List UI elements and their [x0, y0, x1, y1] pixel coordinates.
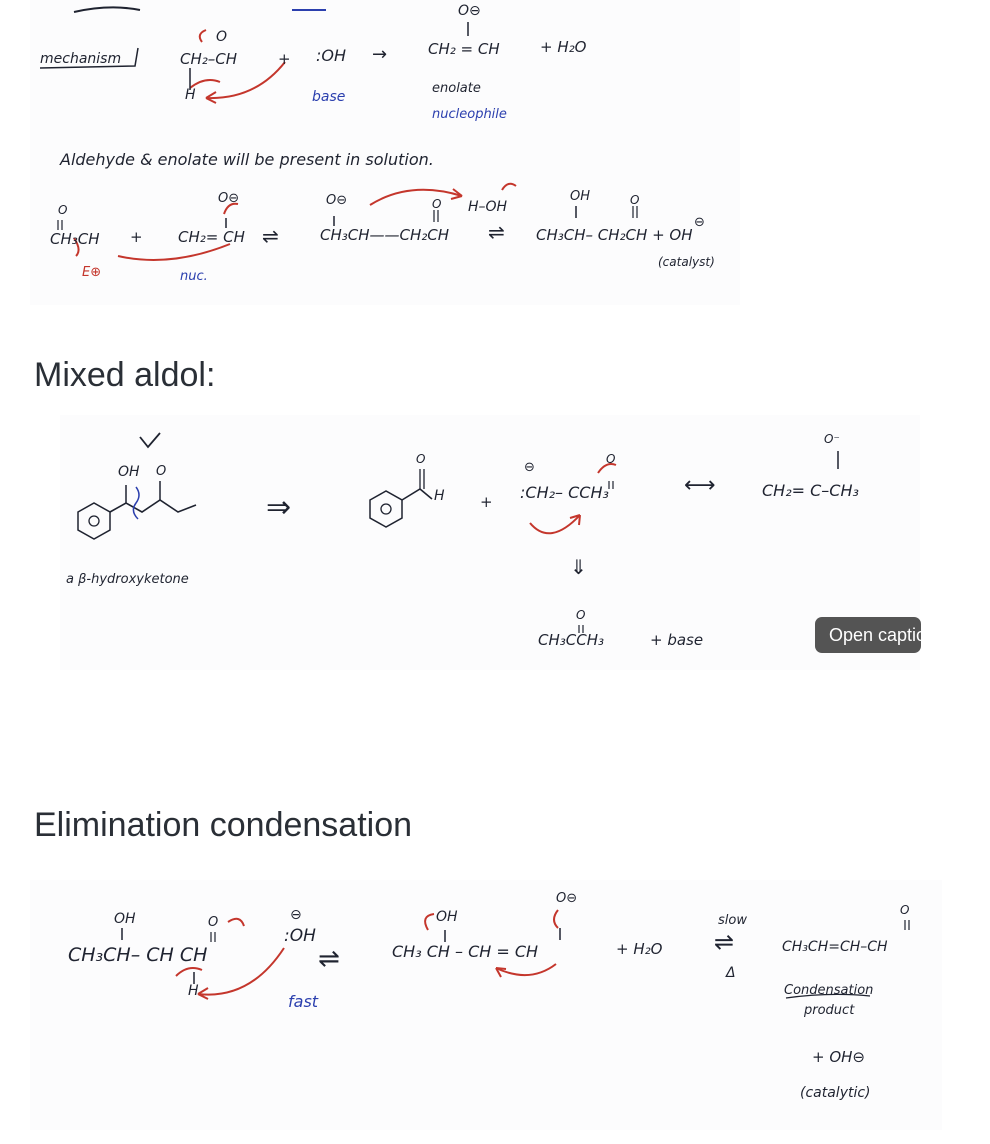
- aldol-reactant: CH₃CH– CH CH: [68, 944, 208, 966]
- open-captions-button[interactable]: Open captions: [815, 617, 921, 653]
- plus-sign-3: +: [480, 493, 493, 511]
- ketol-hydroxyl: OH: [118, 464, 140, 480]
- hydroxide-out: + OH⊖: [812, 1048, 865, 1066]
- product-note: product: [804, 1003, 855, 1018]
- equilibrium-down-arrow: ⇓: [570, 555, 587, 579]
- nucleophile-note: nucleophile: [432, 107, 507, 122]
- enolate-reactant: CH₂= CH: [178, 228, 245, 246]
- equilibrium-arrow-4: ⇌: [714, 928, 735, 956]
- mixed-aldol-heading: Mixed aldol:: [34, 356, 216, 394]
- reaction-arrow: →: [372, 44, 388, 65]
- mechanism-label: mechanism: [40, 51, 122, 67]
- plus-sign: +: [278, 50, 291, 68]
- elimination-panel: [30, 880, 942, 1130]
- intermediate-hydroxyl: OH: [436, 909, 458, 925]
- water-molecule: H–OH: [468, 199, 508, 215]
- benzaldehyde-hydrogen: H: [434, 488, 445, 504]
- enolate-intermediate: CH₃ CH – CH = CH: [392, 942, 539, 961]
- acetone-enolate: :CH₂– CCH₃: [520, 483, 609, 502]
- condensation-note: Condensation: [784, 983, 874, 998]
- hydroxide: :OH: [316, 46, 347, 65]
- enolate-product: CH₂ = CH: [428, 40, 500, 58]
- hydroxide-charge-2: ⊖: [290, 907, 302, 923]
- aldol-product: CH₃CH– CH₂CH + OH: [536, 226, 693, 244]
- reactant-hydroxyl: OH: [114, 911, 136, 927]
- aldehyde: CH₃CH: [50, 230, 100, 248]
- resonance-form: CH₂= C–CH₃: [762, 481, 859, 500]
- catalytic-note: (catalytic): [800, 1085, 871, 1101]
- reactant-oxygen: O: [216, 29, 228, 45]
- hydroxide-charge: ⊖: [694, 215, 705, 230]
- alkoxide-adduct: CH₃CH——CH₂CH: [320, 226, 450, 244]
- enolate-oxygen: O⊖: [458, 3, 481, 19]
- product-hydroxyl: OH: [570, 189, 591, 204]
- alpha-hydrogen-2: H: [188, 983, 199, 999]
- hydroxyketone-note: a β-hydroxyketone: [66, 572, 189, 587]
- acetone-oxygen: O: [576, 608, 586, 622]
- reactant-oxygen-2: O: [208, 915, 219, 930]
- nucleophile-charge: nuc.: [180, 269, 208, 284]
- benzaldehyde-oxygen: O: [416, 452, 426, 466]
- fast-note: fast: [288, 992, 319, 1011]
- equilibrium-arrow-2: ⇌: [488, 220, 505, 244]
- enal-oxygen: O: [900, 903, 910, 917]
- carbanion-charge: ⊖: [524, 460, 535, 475]
- catalyst-note: (catalyst): [658, 255, 715, 269]
- elimination-heading: Elimination condensation: [34, 806, 413, 844]
- alkoxide-oxygen: O⊖: [326, 193, 348, 208]
- alpha-hydrogen: H: [185, 87, 196, 103]
- base-note: base: [312, 89, 346, 105]
- product-oxygen: O: [630, 193, 640, 207]
- reactant-aldehyde: CH₂–CH: [180, 50, 238, 68]
- plus-sign-2: +: [130, 228, 143, 246]
- resonance-arrow: ⟷: [684, 473, 716, 498]
- hydroxide-2: :OH: [284, 926, 316, 946]
- heat-symbol: Δ: [726, 965, 736, 981]
- aldehyde-oxygen: O: [58, 203, 68, 217]
- acetone: CH₃CCH₃: [538, 631, 605, 649]
- mixed-aldol-panel: [60, 415, 920, 670]
- enolate-oxygen-4: O⊖: [556, 891, 578, 906]
- enolate-oxygen-3: O: [606, 452, 616, 466]
- ketol-oxygen: O: [156, 464, 167, 479]
- mixed-aldol-drawing: [60, 415, 920, 670]
- adduct-oxygen: O: [432, 197, 442, 211]
- slow-note: slow: [718, 913, 747, 928]
- enolate-note: enolate: [432, 81, 481, 96]
- resonance-oxygen: O⁻: [824, 432, 840, 446]
- water-product: + H₂O: [540, 38, 587, 56]
- electrophile-charge: E⊕: [82, 265, 102, 280]
- enal-product: CH₃CH=CH–CH: [782, 939, 888, 955]
- base-note-2: + base: [650, 631, 704, 649]
- solution-sentence: Aldehyde & enolate will be present in solution.: [60, 150, 434, 169]
- mechanism-panel: [30, 0, 740, 305]
- enolate-oxygen-2: O⊖: [218, 191, 240, 206]
- equilibrium-arrow: ⇌: [262, 224, 279, 248]
- retrosynthesis-arrow: ⇒: [266, 490, 292, 525]
- equilibrium-arrow-3: ⇌: [318, 944, 340, 974]
- water-product-2: + H₂O: [616, 940, 663, 958]
